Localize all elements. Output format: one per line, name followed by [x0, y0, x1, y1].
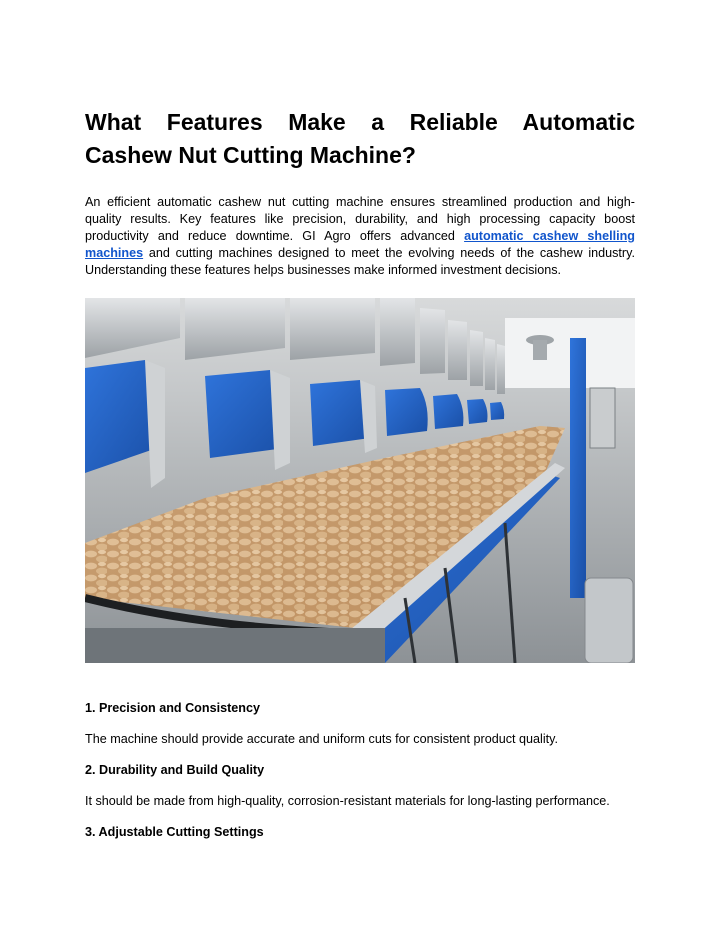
feature-3-heading: 3. Adjustable Cutting Settings	[85, 825, 264, 839]
conveyor-illustration	[85, 298, 635, 663]
machine-base	[85, 628, 385, 663]
intro-text-part1: An efficient automatic cashew nut cutting machine ensures streamlined production and high-quality results. Key features like precision, durability, and high processing capacity boost productivity and reduce downtime. GI Agro offers advanced	[85, 195, 635, 244]
control-box	[590, 388, 615, 448]
title-line-1: What Features Make a Reliable Automatic	[85, 109, 635, 135]
page-title	[85, 106, 635, 172]
shelling-machines-link[interactable]: automatic cashew shelling machines	[85, 229, 635, 261]
blue-support-column	[570, 338, 586, 598]
feature-2-heading: 2. Durability and Build Quality	[85, 763, 265, 777]
feature-1-heading: 1. Precision and Consistency	[85, 701, 260, 715]
conveyor-photo	[85, 298, 635, 663]
title-line-2: Cashew Nut Cutting Machine?	[85, 142, 416, 168]
feature-1-text: The machine should provide accurate and uniform cuts for consistent product quality.	[85, 732, 558, 746]
intro-paragraph	[85, 194, 635, 279]
intro-text-part2: and cutting machines designed to meet the evolving needs of the cashew industry. Understanding these features helps businesses make informed investment decisions.	[85, 246, 635, 278]
steel-tank	[585, 578, 633, 663]
feature-2-text: It should be made from high-quality, corrosion-resistant materials for long-lasting performance.	[85, 794, 610, 808]
